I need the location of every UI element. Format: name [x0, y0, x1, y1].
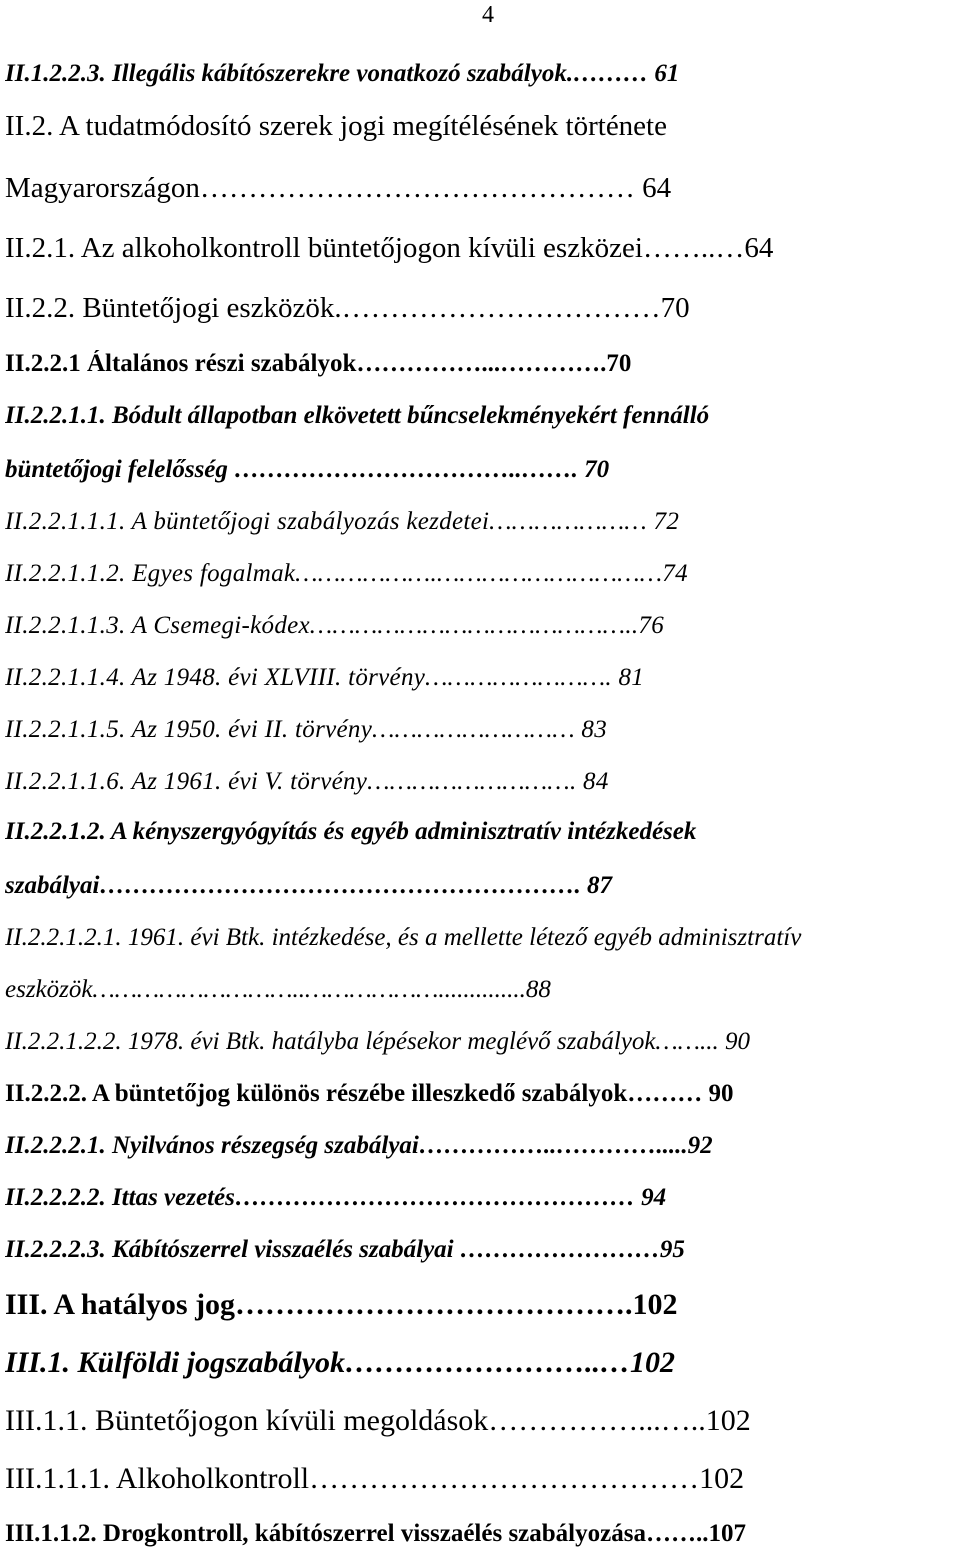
toc-entry: II.2.2.1.2.1. 1961. évi Btk. intézkedése, és a mellette létező egyéb adminisztratív: [5, 924, 802, 951]
toc-entry: II.2.2.2.1. Nyilvános részegség szabályai……………..………….....92: [5, 1132, 713, 1159]
toc-entry: II.2.2.2.2. Ittas vezetés………………………………………… 94: [5, 1184, 667, 1211]
toc-entry: II.2.2.1.1.5. Az 1950. évi II. törvény……………………… 83: [5, 716, 608, 743]
toc-entry: II.2.2.1.1.2. Egyes fogalmak……………….…………………………74: [5, 560, 688, 587]
toc-entry: II.2.2.1.2.2. 1978. évi Btk. hatályba lépésekor meglévő szabályok……... 90: [5, 1028, 750, 1055]
toc-entry: II.2.2.1.1.4. Az 1948. évi XLVIII. törvény……………………. 81: [5, 664, 645, 691]
toc-entry: II.2.2.1.1. Bódult állapotban elkövetett bűncselekményekért fennálló: [5, 402, 710, 429]
toc-entry: III.1.1.2. Drogkontroll, kábítószerrel visszaélés szabályozása……..107: [5, 1520, 746, 1547]
toc-entry: II.2.2.2. A büntetőjog különös részébe illeszkedő szabályok……… 90: [5, 1080, 734, 1107]
toc-entry: eszközök………………………..………………..............88: [5, 976, 551, 1003]
page-number: 4: [482, 2, 494, 28]
toc-entry: büntetőjogi felelősség ……………………………..……. 70: [5, 456, 610, 483]
toc-entry: II.2.2.2.3. Kábítószerrel visszaélés szabályai ……………………95: [5, 1236, 685, 1263]
toc-entry: II.2.2. Büntetőjogi eszközök.……………………………70: [5, 292, 690, 324]
toc-entry: II.2.2.1.1.1. A büntetőjogi szabályozás kezdetei………………… 72: [5, 508, 680, 535]
toc-entry: III. A hatályos jog………………………………….102: [5, 1288, 678, 1321]
toc-entry: II.2.2.1.2. A kényszergyógyítás és egyéb adminisztratív intézkedések: [5, 818, 697, 845]
toc-entry: szabályai…………………………………………………. 87: [5, 872, 612, 899]
toc-entry: II.2.2.1 Általános részi szabályok……………...………….70: [5, 350, 632, 377]
toc-entry: II.2.2.1.1.6. Az 1961. évi V. törvény………………………. 84: [5, 768, 609, 795]
toc-entry: II.2.2.1.1.3. A Csemegi-kódex……………………………………..76: [5, 612, 665, 639]
toc-entry: III.1.1. Büntetőjogon kívüli megoldások……………...…..102: [5, 1404, 751, 1437]
toc-entry: II.2.1. Az alkoholkontroll büntetőjogon kívüli eszközei……..…64: [5, 232, 774, 264]
toc-entry: II.1.2.2.3. Illegális kábítószerekre vonatkozó szabályok.……… 61: [5, 60, 680, 87]
toc-entry: III.1.1.1. Alkoholkontroll…………………………………102: [5, 1462, 745, 1495]
toc-entry: III.1. Külföldi jogszabályok……………………..…102: [5, 1346, 676, 1379]
toc-entry: II.2. A tudatmódosító szerek jogi megítélésének története: [5, 110, 667, 142]
toc-entry: Magyarországon……………………………………… 64: [5, 172, 672, 204]
